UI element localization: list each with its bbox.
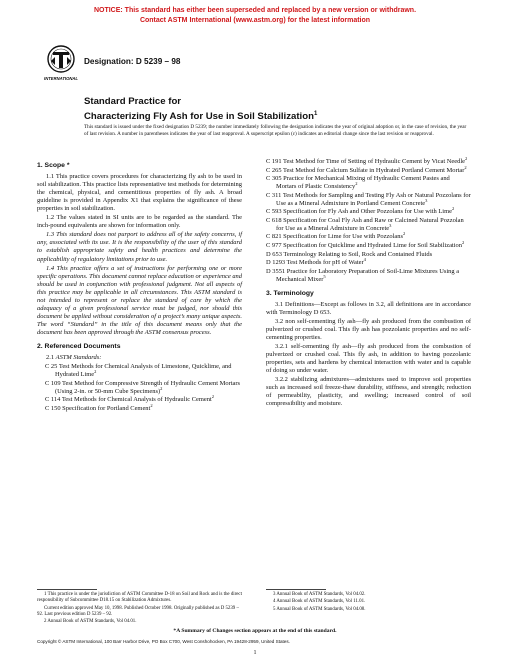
summary-of-changes-note: *A Summary of Changes section appears at the end of this standard.	[173, 628, 337, 634]
list-item: C 977 Specification for Quicklime and Hydrated Lime for Soil Stabilization$^2$	[266, 239, 465, 249]
scope-heading: 1. Scope *	[37, 162, 70, 169]
astm-international-logo-icon	[44, 44, 78, 84]
astm-standards-text: ASTM Standards:	[55, 354, 102, 362]
list-item: D 1293 Test Methods for pH of Water$^4$	[266, 257, 366, 267]
list-item: C 150 Specification for Portland Cement$^2$	[45, 402, 153, 412]
footnote-2: 2 Annual Book of ASTM Standards, Vol 04.01.	[44, 619, 137, 625]
terminology-3-2: 3.2 non self-cementing fly ash—fly ash produced from the combustion of pulverized or crushed coal. This fly ash has pozzolanic properties and no self-cementing properties.	[266, 317, 471, 341]
footnotes-right	[266, 592, 471, 614]
scope-1-3: 1.3 This standard does not purport to address all of the safety concerns, if any, associated with its use. It is the responsibility of the user of this standard to establish appropriate safety and health practices and determine the applicability of regulatory limitations prior to use.	[37, 231, 242, 263]
withdrawal-notice	[0, 6, 510, 25]
left-standards-list	[37, 363, 242, 413]
designation: Designation: D 5239 – 98	[84, 57, 181, 66]
title-line-2	[84, 108, 484, 123]
title-footnote-mark: 1	[313, 111, 318, 117]
left-column	[37, 158, 242, 413]
list-item: C 618 Specification for Coal Fly Ash and Raw or Calcined Natural Pozzolan for Use as a Mineral Admixture in Concrete$^3$	[266, 216, 464, 232]
document-title	[84, 96, 484, 123]
footnote-rule-right	[266, 589, 326, 590]
footnote-rule-left	[37, 589, 97, 590]
title-line-1: Standard Practice for	[84, 96, 182, 107]
scope-1-1: 1.1 This practice covers procedures for characterizing fly ash to be used in soil stabilization. This practice lists representative test methods for determining the chemical, physical, and cementitious properties of fly ash. A broad guideline is provided in Appendix X1 that explains the significance of these properties in soil stabilization.	[37, 173, 242, 213]
notice-line-1: NOTICE: This standard has either been superseded and replaced by a new version or withdrawn.	[93, 7, 417, 14]
list-item: C 311 Test Methods for Sampling and Testing Fly Ash or Natural Pozzolans for Use as a Mineral Admixture in Portland Cement Concrete$^3$	[266, 191, 471, 207]
list-item: C 25 Test Methods for Chemical Analysis of Limestone, Quicklime, and Hydrated Lime$^2$	[45, 363, 232, 379]
list-item: D 3551 Practice for Laboratory Preparation of Soil-Lime Mixtures Using a Mechanical Mixer$^5$	[266, 267, 460, 283]
astm-standards-num: 2.1	[46, 354, 56, 362]
footnotes-left	[37, 592, 242, 626]
footnote-1: 1 This practice is under the jurisdiction of ASTM Committee D-18 on Soil and Rock and is the direct responsibility of Subcommittee D18.15 on Stabilization Admixtures.	[37, 592, 242, 604]
page-number: 1	[253, 650, 257, 656]
right-column	[266, 158, 471, 409]
astm-standards-label	[37, 354, 242, 362]
list-item: C 265 Test Method for Calcium Sulfate in Hydrated Portland Cement Mortar$^2$	[266, 164, 467, 174]
footnote-1-edition: Current edition approved May 10, 1998. Published October 1998. Originally published as D 5239 – 92. Last previous edition D 5239 – 92.	[37, 605, 239, 617]
footnote-3: 3 Annual Book of ASTM Standards, Vol 04.02.	[273, 592, 366, 597]
footnote-4: 4 Annual Book of ASTM Standards, Vol 11.01.	[273, 599, 366, 605]
list-item: C 114 Test Methods for Chemical Analysis of Hydraulic Cement$^2$	[45, 394, 214, 404]
terminology-3-2-2: 3.2.2 stabilizing admixtures—admixtures used to improve soil properties such as increased soil freeze-thaw durability, stiffness, and strength; reduction of permeability, plasticity, and swelling; increased control of soil compressibility and moisture.	[266, 376, 471, 408]
scope-1-4: 1.4 This practice offers a set of instructions for performing one or more specific operations. This document cannot replace education or experience and should be used in conjunction with professional judgment. Not all aspects of this practice may be applicable in all circumstances. This ASTM standard is not intended to represent or replace the standard of care by which the adequacy of a given professional service must be judged, nor should this document be applied without consideration of a project’s many unique aspects. The word “Standard” in the title of this document means only that the document has been approved through the ASTM consensus process.	[37, 264, 242, 336]
list-item: C 109 Test Method for Compressive Strength of Hydraulic Cement Mortars (Using 2-in. or 50-mm Cube Specimens)$^2$	[45, 379, 241, 395]
terminology-heading: 3. Terminology	[266, 289, 314, 297]
logo-wordmark: INTERNATIONAL	[44, 76, 78, 81]
list-item: C 305 Practice for Mechanical Mixing of Hydraulic Cement Pastes and Mortars of Plastic Consistency$^2$	[266, 175, 450, 191]
terminology-3-2-1: 3.2.1 self-cementing fly ash—fly ash produced from the combustion of pulverized or crushed coal. This fly ash, in addition to having pozzolanic properties, sets and hardens by chemical interaction with water and is capable of doing so under water.	[266, 342, 471, 375]
referenced-heading: 2. Referenced Documents	[37, 342, 121, 350]
footnote-5: 5 Annual Book of ASTM Standards, Vol 04.08.	[273, 606, 366, 612]
scope-1-2: 1.2 The values stated in SI units are to be regarded as the standard. The inch-pound equivalents are shown for information only.	[37, 214, 242, 230]
terminology-3-1: 3.1 Definitions—Except as follows in 3.2, all definitions are in accordance with Terminology D 653.	[266, 300, 471, 316]
title-main: Characterizing Fly Ash for Use in Soil Stabilization	[84, 111, 314, 123]
copyright-line: Copyright © ASTM International, 100 Barr Harbor Drive, PO Box C700, West Conshohocken, PA 19428-2959, United States.	[37, 639, 290, 644]
list-item: D 653 Terminology Relating to Soil, Rock and Contained Fluids	[266, 250, 433, 258]
list-item: C 821 Specification for Lime for Use with Pozzolans$^2$	[266, 231, 406, 241]
right-standards-list	[266, 158, 471, 284]
issued-note: This standard is issued under the fixed designation D 5239; the number immediately following the designation indicates the year of original adoption or, in the case of revision, the year of last revision. A number in parentheses indicates the year of last reapproval. A superscript epsilon (ε) indicates an editorial change since the last revision or reapproval.	[84, 124, 467, 137]
list-item: C 593 Specification for Fly Ash and Other Pozzolans for Use with Lime$^2$	[266, 206, 455, 216]
list-item: C 191 Test Method for Time of Setting of Hydraulic Cement by Vicat Needle$^2$	[266, 156, 468, 165]
notice-line-2: Contact ASTM International (www.astm.org) for the latest information	[139, 16, 371, 24]
